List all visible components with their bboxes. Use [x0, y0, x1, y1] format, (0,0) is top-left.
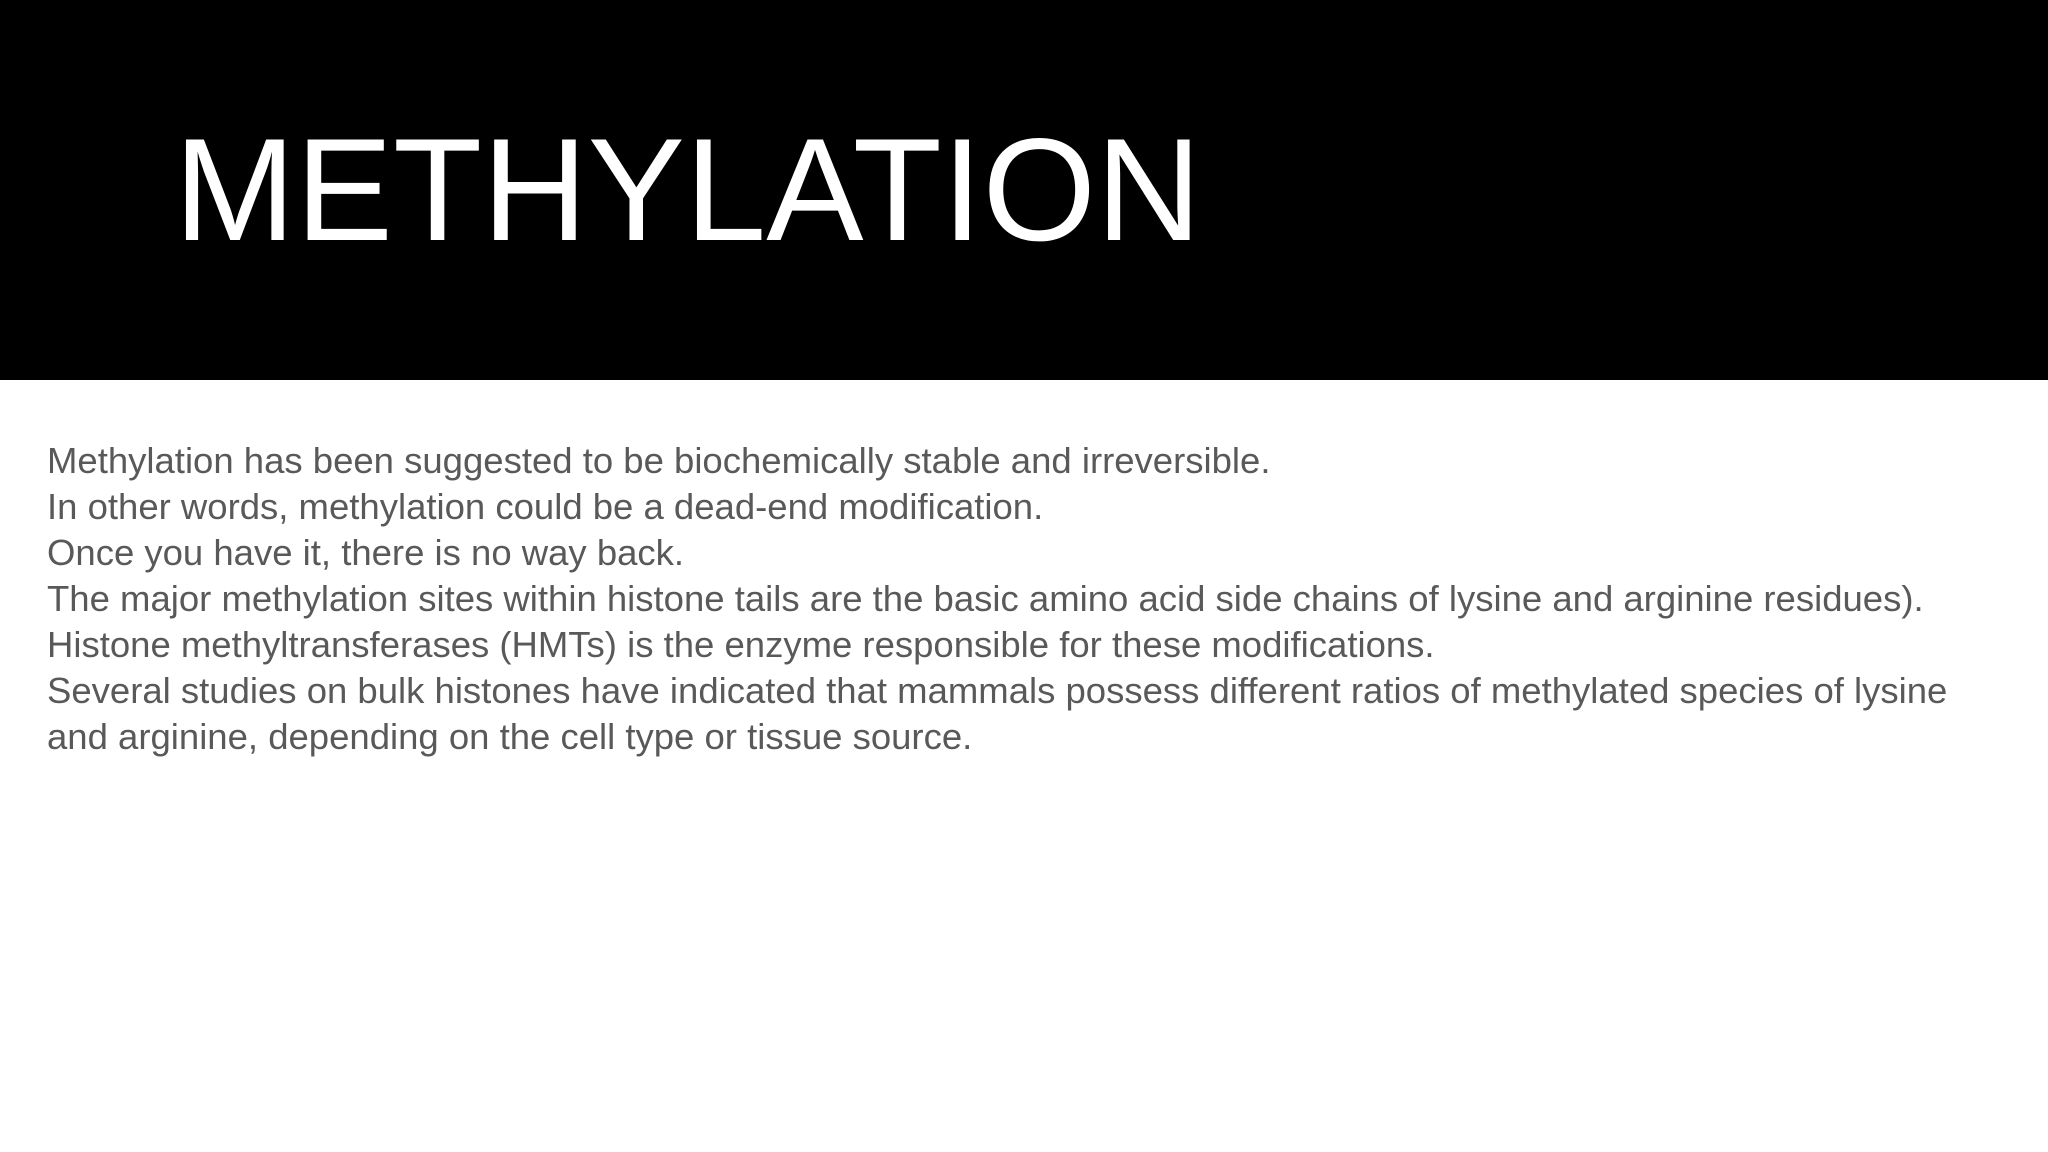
- body-paragraph: Once you have it, there is no way back.: [47, 532, 685, 573]
- body-paragraph: The major methylation sites within histone tails are the basic amino acid side chains of lysine and arginine residues).: [47, 578, 1924, 619]
- body-paragraph: In other words, methylation could be a dead-end modification.: [47, 486, 1044, 527]
- slide-title: METHYLATION: [174, 108, 1202, 271]
- body-paragraph: Histone methyltransferases (HMTs) is the enzyme responsible for these modifications.: [47, 624, 1435, 665]
- slide-body: [47, 438, 2007, 760]
- body-paragraph: Methylation has been suggested to be biochemically stable and irreversible.: [47, 440, 1271, 481]
- title-band: [0, 0, 2048, 380]
- body-paragraph: Several studies on bulk histones have indicated that mammals possess different ratios of methylated species of lysine and arginine, depending on the cell type or tissue source.: [47, 670, 1948, 757]
